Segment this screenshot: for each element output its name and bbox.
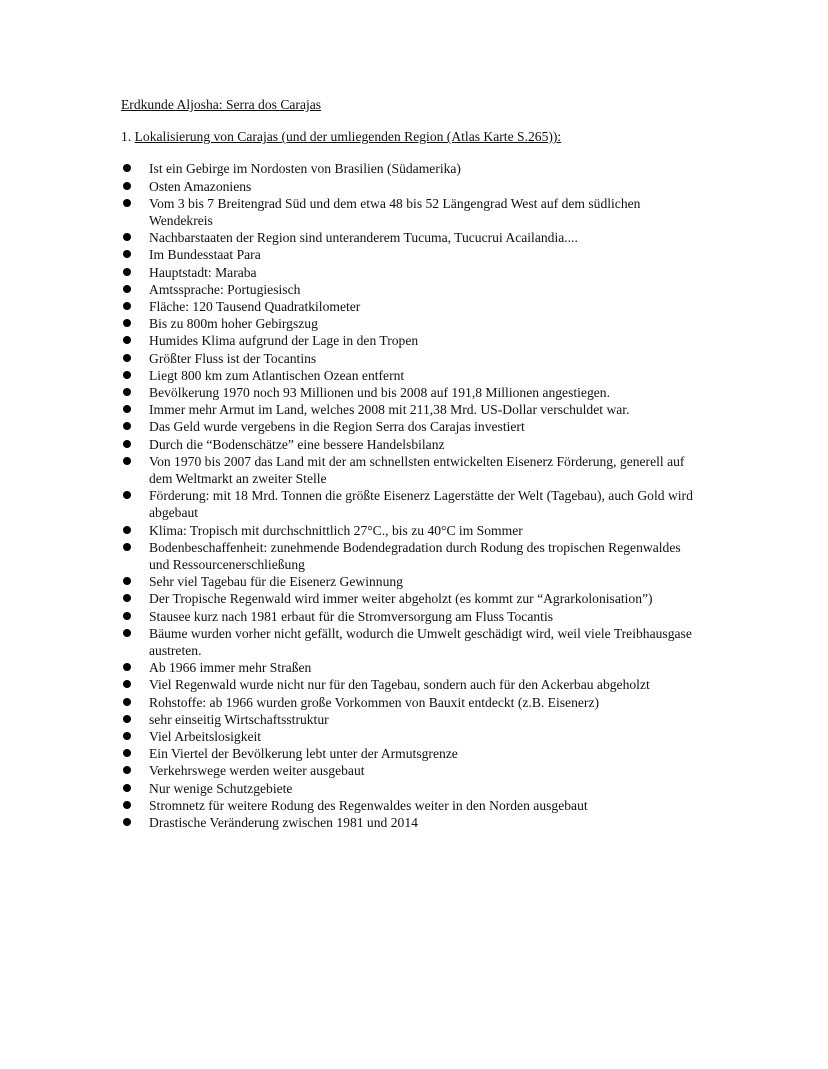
- list-item-text: Klima: Tropisch mit durchschnittlich 27°C., bis zu 40°C im Sommer: [149, 522, 523, 538]
- list-item-text: Immer mehr Armut im Land, welches 2008 mit 211,38 Mrd. US-Dollar verschuldet war.: [149, 402, 630, 418]
- bullet-icon: [123, 680, 131, 688]
- list-item: [121, 418, 701, 435]
- list-item-text: Stausee kurz nach 1981 erbaut für die Stromversorgung am Fluss Tocantis: [149, 608, 554, 624]
- list-item: [121, 350, 701, 367]
- bullet-icon: [123, 715, 131, 723]
- bullet-icon: [123, 233, 131, 241]
- list-item-text: Hauptstadt: Maraba: [149, 264, 257, 280]
- list-item-text: Im Bundesstaat Para: [149, 247, 261, 263]
- list-item-text: Bäume wurden vorher nicht gefällt, wodurch die Umwelt geschädigt wird, weil viele Treibhausgase austreten.: [149, 625, 692, 659]
- document-title: Erdkunde Aljosha: Serra dos Carajas: [121, 97, 322, 112]
- bullet-icon: [123, 818, 131, 826]
- bullet-icon: [123, 164, 131, 172]
- list-item-text: Nachbarstaaten der Region sind unteranderem Tucuma, Tucucrui Acailandia....: [149, 230, 578, 246]
- list-item: [121, 315, 701, 332]
- list-item: [121, 453, 701, 487]
- bullet-icon: [123, 422, 131, 430]
- list-item: [121, 160, 701, 177]
- list-item-text: Liegt 800 km zum Atlantischen Ozean entfernt: [149, 367, 405, 383]
- section-heading-text: Lokalisierung von Carajas (und der umliegenden Region (Atlas Karte S.265)):: [134, 129, 562, 145]
- bullet-list: [121, 160, 701, 831]
- bullet-icon: [123, 457, 131, 465]
- list-item: [121, 264, 701, 281]
- list-item-text: Osten Amazoniens: [149, 178, 252, 194]
- bullet-icon: [123, 766, 131, 774]
- bullet-icon: [123, 371, 131, 379]
- bullet-icon: [123, 336, 131, 344]
- list-item: [121, 762, 701, 779]
- list-item: [121, 298, 701, 315]
- bullet-icon: [123, 801, 131, 809]
- list-item: [121, 728, 701, 745]
- section-number: 1.: [121, 129, 132, 145]
- bullet-icon: [123, 543, 131, 551]
- bullet-icon: [123, 268, 131, 276]
- bullet-icon: [123, 405, 131, 413]
- bullet-icon: [123, 302, 131, 310]
- bullet-icon: [123, 285, 131, 293]
- bullet-icon: [123, 250, 131, 258]
- bullet-icon: [123, 732, 131, 740]
- bullet-icon: [123, 182, 131, 190]
- list-item: [121, 367, 701, 384]
- list-item: [121, 780, 701, 797]
- list-item: [121, 711, 701, 728]
- list-item-text: Ab 1966 immer mehr Straßen: [149, 660, 312, 676]
- list-item-text: Vom 3 bis 7 Breitengrad Süd und dem etwa 48 bis 52 Längengrad West auf dem südlichen Wendekreis: [149, 195, 641, 228]
- list-item-text: Amtssprache: Portugiesisch: [149, 281, 301, 297]
- bullet-icon: [123, 663, 131, 671]
- list-item-text: Fläche: 120 Tausend Quadratkilometer: [149, 299, 361, 314]
- list-item-text: Ein Viertel der Bevölkerung lebt unter der Armutsgrenze: [149, 746, 458, 762]
- list-item: [121, 745, 701, 762]
- list-item-text: Bodenbeschaffenheit: zunehmende Bodendegradation durch Rodung des tropischen Regenwaldes und Ressourcenerschließung: [149, 539, 681, 573]
- list-item: [121, 246, 701, 263]
- bullet-icon: [123, 199, 131, 207]
- list-item: [121, 694, 701, 711]
- list-item: [121, 625, 701, 659]
- list-item: [121, 522, 701, 539]
- list-item: [121, 281, 701, 298]
- list-item-text: Größter Fluss ist der Tocantins: [149, 350, 317, 366]
- list-item-text: Stromnetz für weitere Rodung des Regenwaldes weiter in den Norden ausgebaut: [149, 797, 588, 813]
- list-item: [121, 229, 701, 246]
- list-item: [121, 676, 701, 693]
- list-item-text: Von 1970 bis 2007 das Land mit der am schnellsten entwickelten Eisenerz Förderung, generell auf dem Weltmarkt an zweiter Stelle: [149, 453, 685, 487]
- list-item: [121, 797, 701, 814]
- list-item: [121, 659, 701, 676]
- list-item-text: Durch die “Bodenschätze” eine bessere Handelsbilanz: [149, 436, 445, 452]
- list-item-text: sehr einseitig Wirtschaftsstruktur: [149, 711, 329, 727]
- list-item: [121, 401, 701, 418]
- list-item: [121, 608, 701, 625]
- list-item: [121, 814, 701, 831]
- list-item-text: Sehr viel Tagebau für die Eisenerz Gewinnung: [149, 574, 403, 590]
- list-item: [121, 384, 701, 401]
- list-item-text: Bevölkerung 1970 noch 93 Millionen und bis 2008 auf 191,8 Millionen angestiegen.: [149, 385, 610, 401]
- list-item: [121, 573, 701, 590]
- bullet-icon: [123, 491, 131, 499]
- bullet-icon: [123, 354, 131, 362]
- bullet-icon: [123, 784, 131, 792]
- bullet-icon: [123, 698, 131, 706]
- list-item: [121, 332, 701, 349]
- list-item-text: Drastische Veränderung zwischen 1981 und 2014: [149, 815, 418, 831]
- list-item-text: Rohstoffe: ab 1966 wurden große Vorkommen von Bauxit entdeckt (z.B. Eisenerz): [149, 694, 600, 710]
- bullet-icon: [123, 612, 131, 620]
- bullet-icon: [123, 629, 131, 637]
- list-item: [121, 487, 701, 521]
- list-item: [121, 539, 701, 573]
- list-item: [121, 590, 701, 607]
- list-item-text: Nur wenige Schutzgebiete: [149, 780, 293, 796]
- list-item-text: Das Geld wurde vergebens in die Region Serra dos Carajas investiert: [149, 419, 525, 435]
- list-item-text: Förderung: mit 18 Mrd. Tonnen die größte Eisenerz Lagerstätte der Welt (Tagebau), auch Gold wird abgebaut: [149, 488, 693, 521]
- list-item-text: Viel Arbeitslosigkeit: [149, 729, 262, 745]
- document-page: [121, 96, 701, 831]
- bullet-icon: [123, 594, 131, 602]
- list-item-text: Humides Klima aufgrund der Lage in den Tropen: [149, 333, 419, 349]
- list-item-text: Bis zu 800m hoher Gebirgszug: [149, 316, 318, 332]
- list-item-text: Viel Regenwald wurde nicht nur für den Tagebau, sondern auch für den Ackerbau abgeholzt: [149, 677, 650, 693]
- section-heading: [121, 128, 701, 145]
- bullet-icon: [123, 388, 131, 396]
- bullet-icon: [123, 526, 131, 534]
- list-item: [121, 436, 701, 453]
- list-item-text: Ist ein Gebirge im Nordosten von Brasilien (Südamerika): [149, 161, 461, 177]
- list-item-text: Der Tropische Regenwald wird immer weiter abgeholzt (es kommt zur “Agrarkolonisation”): [149, 591, 653, 607]
- list-item: [121, 178, 701, 195]
- bullet-icon: [123, 440, 131, 448]
- list-item: [121, 195, 701, 229]
- list-item-text: Verkehrswege werden weiter ausgebaut: [149, 763, 365, 779]
- bullet-icon: [123, 749, 131, 757]
- bullet-icon: [123, 577, 131, 585]
- bullet-icon: [123, 319, 131, 327]
